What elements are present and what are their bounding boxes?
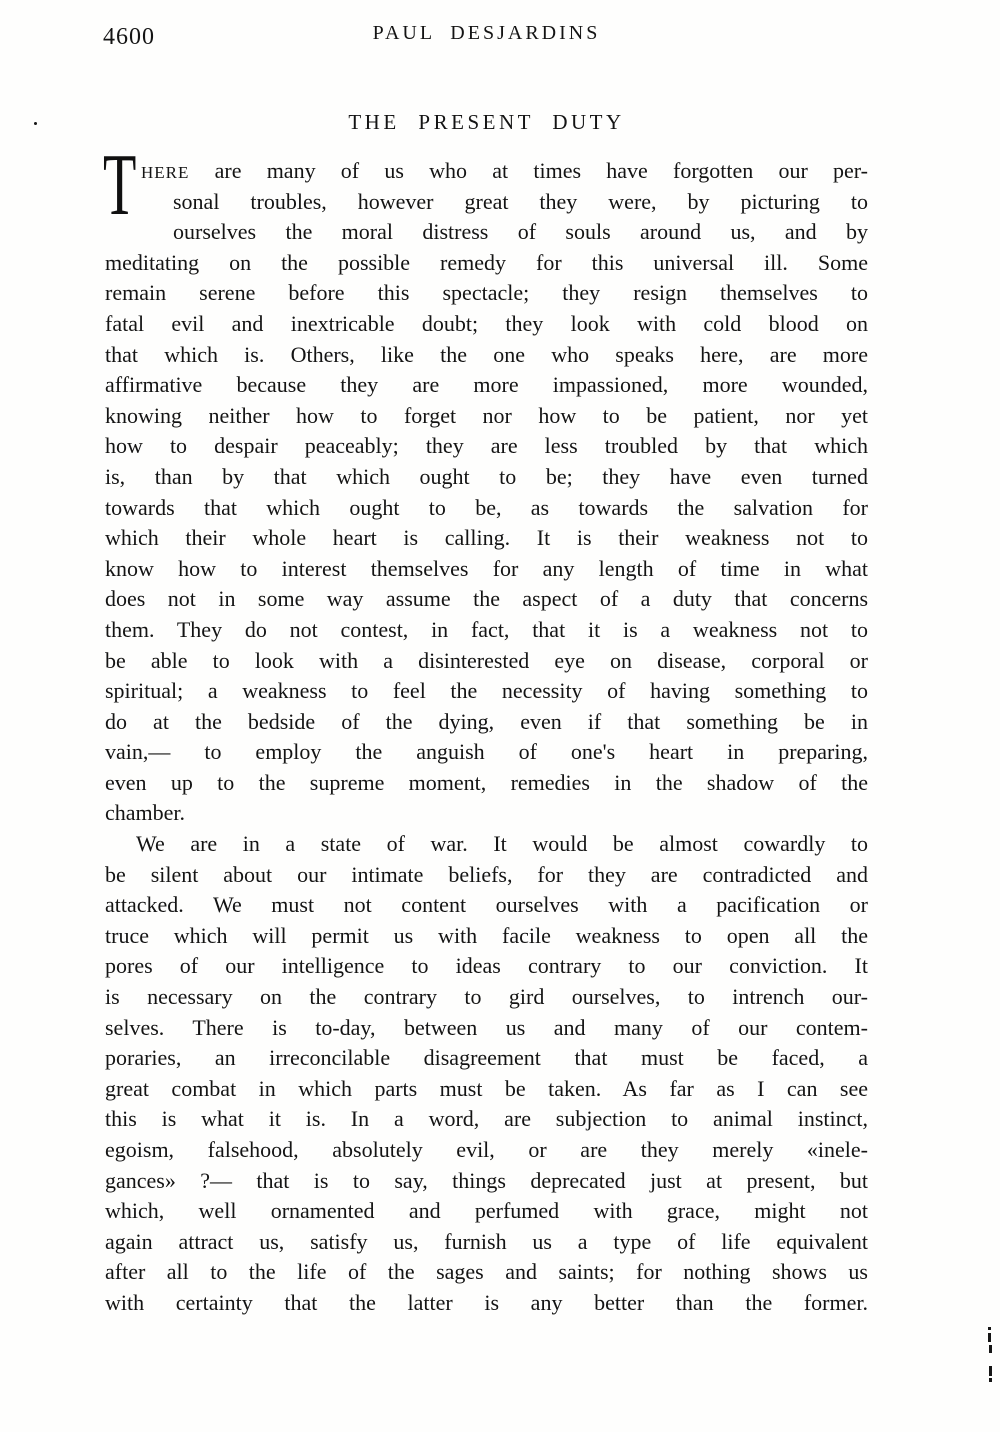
text-line: sonal troubles, however great they were, by picturing to xyxy=(173,188,868,214)
text-line: gances» ?— that is to say, things deprecated just at present, but xyxy=(105,1167,868,1193)
text-line: great combat in which parts must be taken. As far as I can see xyxy=(105,1075,868,1101)
scan-artifact-dash xyxy=(989,1378,992,1382)
page-body xyxy=(103,137,868,1319)
text-line: selves. There is to-day, between us and many of our contem- xyxy=(105,1014,868,1040)
running-title: PAUL DESJARDINS xyxy=(372,22,601,44)
drop-cap: T xyxy=(103,137,137,234)
text-line: how to despair peaceably; they are less troubled by that which xyxy=(105,433,868,459)
scan-artifact-dash xyxy=(988,1333,991,1342)
text-line: does not in some way assume the aspect of a duty that concerns xyxy=(105,586,868,612)
text-line: this is what it is. In a word, are subjection to animal instinct, xyxy=(105,1106,868,1132)
text-line: be silent about our intimate beliefs, for they are contradicted and xyxy=(105,861,868,887)
text-line: spiritual; a weakness to feel the necessity of having something to xyxy=(105,678,868,704)
text-line: again attract us, satisfy us, furnish us a type of life equivalent xyxy=(105,1228,868,1254)
text-line: which, well ornamented and perfumed with grace, might not xyxy=(105,1198,868,1224)
scan-artifact-dot xyxy=(34,122,37,125)
text-line: know how to interest themselves for any length of time in what xyxy=(105,555,868,581)
text-line: is, than by that which ought to be; they have even turned xyxy=(105,463,868,489)
scan-artifact-dash xyxy=(989,1366,992,1376)
text-line: which their whole heart is calling. It is their weakness not to xyxy=(105,525,868,551)
text-line: do at the bedside of the dying, even if that something be in xyxy=(105,708,868,734)
text-line: knowing neither how to forget nor how to be patient, nor yet xyxy=(105,402,868,428)
page-number: 4600 xyxy=(103,24,155,50)
text-line: that which is. Others, like the one who speaks here, are more xyxy=(105,341,868,367)
text-line: ourselves the moral distress of souls around us, and by xyxy=(173,219,868,245)
text-line: is necessary on the contrary to gird ourselves, to intrench our- xyxy=(105,984,868,1010)
text-line: them. They do not contest, in fact, that it is a weakness not to xyxy=(105,616,868,642)
text-line: attacked. We must not content ourselves with a pacification or xyxy=(105,892,868,918)
scan-artifact-dash xyxy=(988,1327,991,1330)
text-line: chamber. xyxy=(105,800,186,826)
article-title: THE PRESENT DUTY xyxy=(348,110,625,134)
text-line: We are in a state of war. It would be almost cowardly to xyxy=(136,831,868,857)
text-line: vain,— to employ the anguish of one's heart in preparing, xyxy=(105,739,868,765)
text-line: towards that which ought to be, as towards the salvation for xyxy=(105,494,868,520)
text-line: affirmative because they are more impassioned, more wounded, xyxy=(105,372,868,398)
small-caps-lead: HERE xyxy=(141,163,190,182)
text-line: HERE are many of us who at times have forgotten our per- xyxy=(141,158,868,183)
text-line: meditating on the possible remedy for this universal ill. Some xyxy=(105,249,868,275)
text-line: after all to the life of the sages and saints; for nothing shows us xyxy=(105,1259,868,1285)
text-line: even up to the supreme moment, remedies in the shadow of the xyxy=(105,769,868,795)
text-line: egoism, falsehood, absolutely evil, or are they merely «inele- xyxy=(105,1137,868,1162)
text-line: fatal evil and inextricable doubt; they look with cold blood on xyxy=(105,310,868,336)
scan-artifact-dash xyxy=(989,1345,992,1353)
text-line: poraries, an irreconcilable disagreement that must be faced, a xyxy=(105,1045,868,1071)
text-line: with certainty that the latter is any better than the former. xyxy=(105,1289,868,1315)
text-line: remain serene before this spectacle; they resign themselves to xyxy=(105,280,868,306)
text-line: truce which will permit us with facile weakness to open all the xyxy=(105,922,868,948)
text-line: be able to look with a disinterested eye on disease, corporal or xyxy=(105,647,868,673)
text-line: pores of our intelligence to ideas contrary to our conviction. It xyxy=(105,953,868,979)
